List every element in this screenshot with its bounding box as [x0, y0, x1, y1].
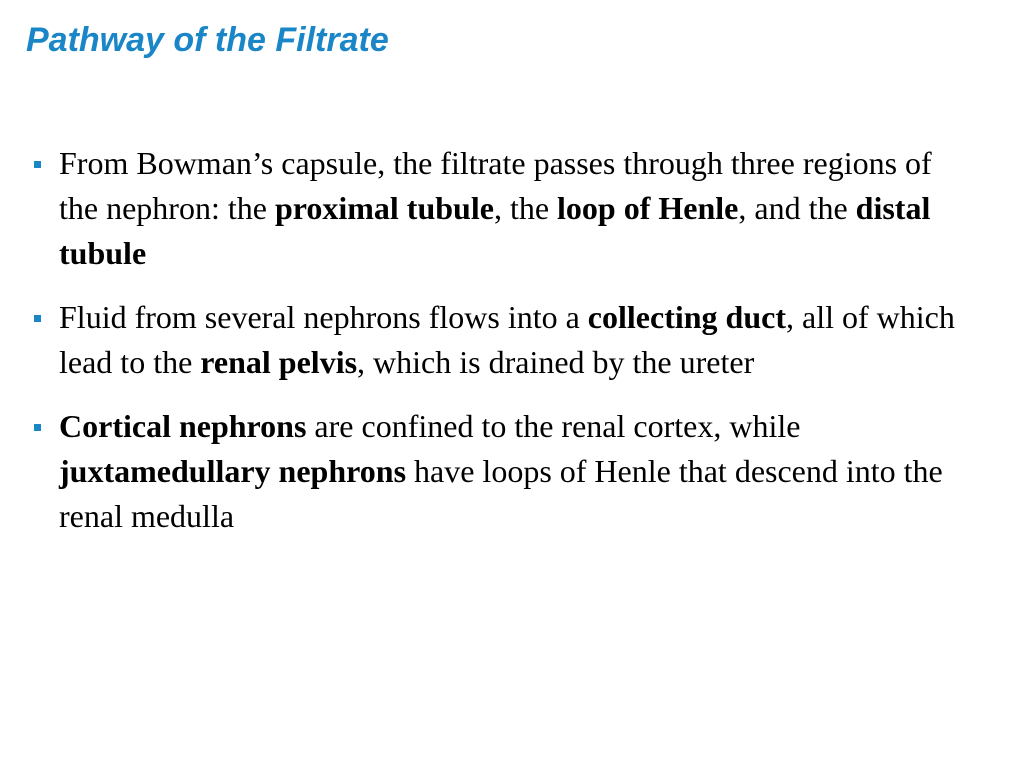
slide-title: Pathway of the Filtrate — [26, 21, 389, 59]
term-loop-of-henle: loop of Henle — [557, 190, 739, 226]
bullet-text — [59, 299, 955, 380]
bullet-list — [34, 141, 964, 558]
bullet-text — [59, 145, 932, 271]
text-run: , the — [493, 190, 558, 226]
text-run: , and the — [738, 190, 856, 226]
text-run: are confined to the renal cortex, while — [306, 408, 801, 444]
term-cortical-nephrons: Cortical nephrons — [59, 408, 307, 444]
text-run: From Bowman’s capsule, the filtrate passes through three regions of the nephron: the — [59, 145, 932, 226]
bullet-item-collecting-duct — [34, 295, 964, 385]
term-collecting-duct: collecting duct — [587, 299, 786, 335]
text-run: , all of which lead to the — [59, 299, 955, 380]
square-bullet-icon — [34, 315, 41, 322]
bullet-item-bowmans-capsule — [34, 141, 964, 276]
term-distal-tubule: distal tubule — [59, 190, 931, 271]
term-proximal-tubule: proximal tubule — [274, 190, 494, 226]
square-bullet-icon — [34, 161, 41, 168]
text-run: Fluid from several nephrons flows into a — [59, 299, 588, 335]
square-bullet-icon — [34, 424, 41, 431]
term-juxtamedullary-nephrons: juxtamedullary nephrons — [59, 453, 407, 489]
text-run: have loops of Henle that descend into the renal medulla — [59, 453, 943, 534]
bullet-item-nephron-types — [34, 404, 964, 539]
term-renal-pelvis: renal pelvis — [200, 344, 358, 380]
text-run: , which is drained by the ureter — [357, 344, 755, 380]
bullet-text — [59, 408, 943, 534]
